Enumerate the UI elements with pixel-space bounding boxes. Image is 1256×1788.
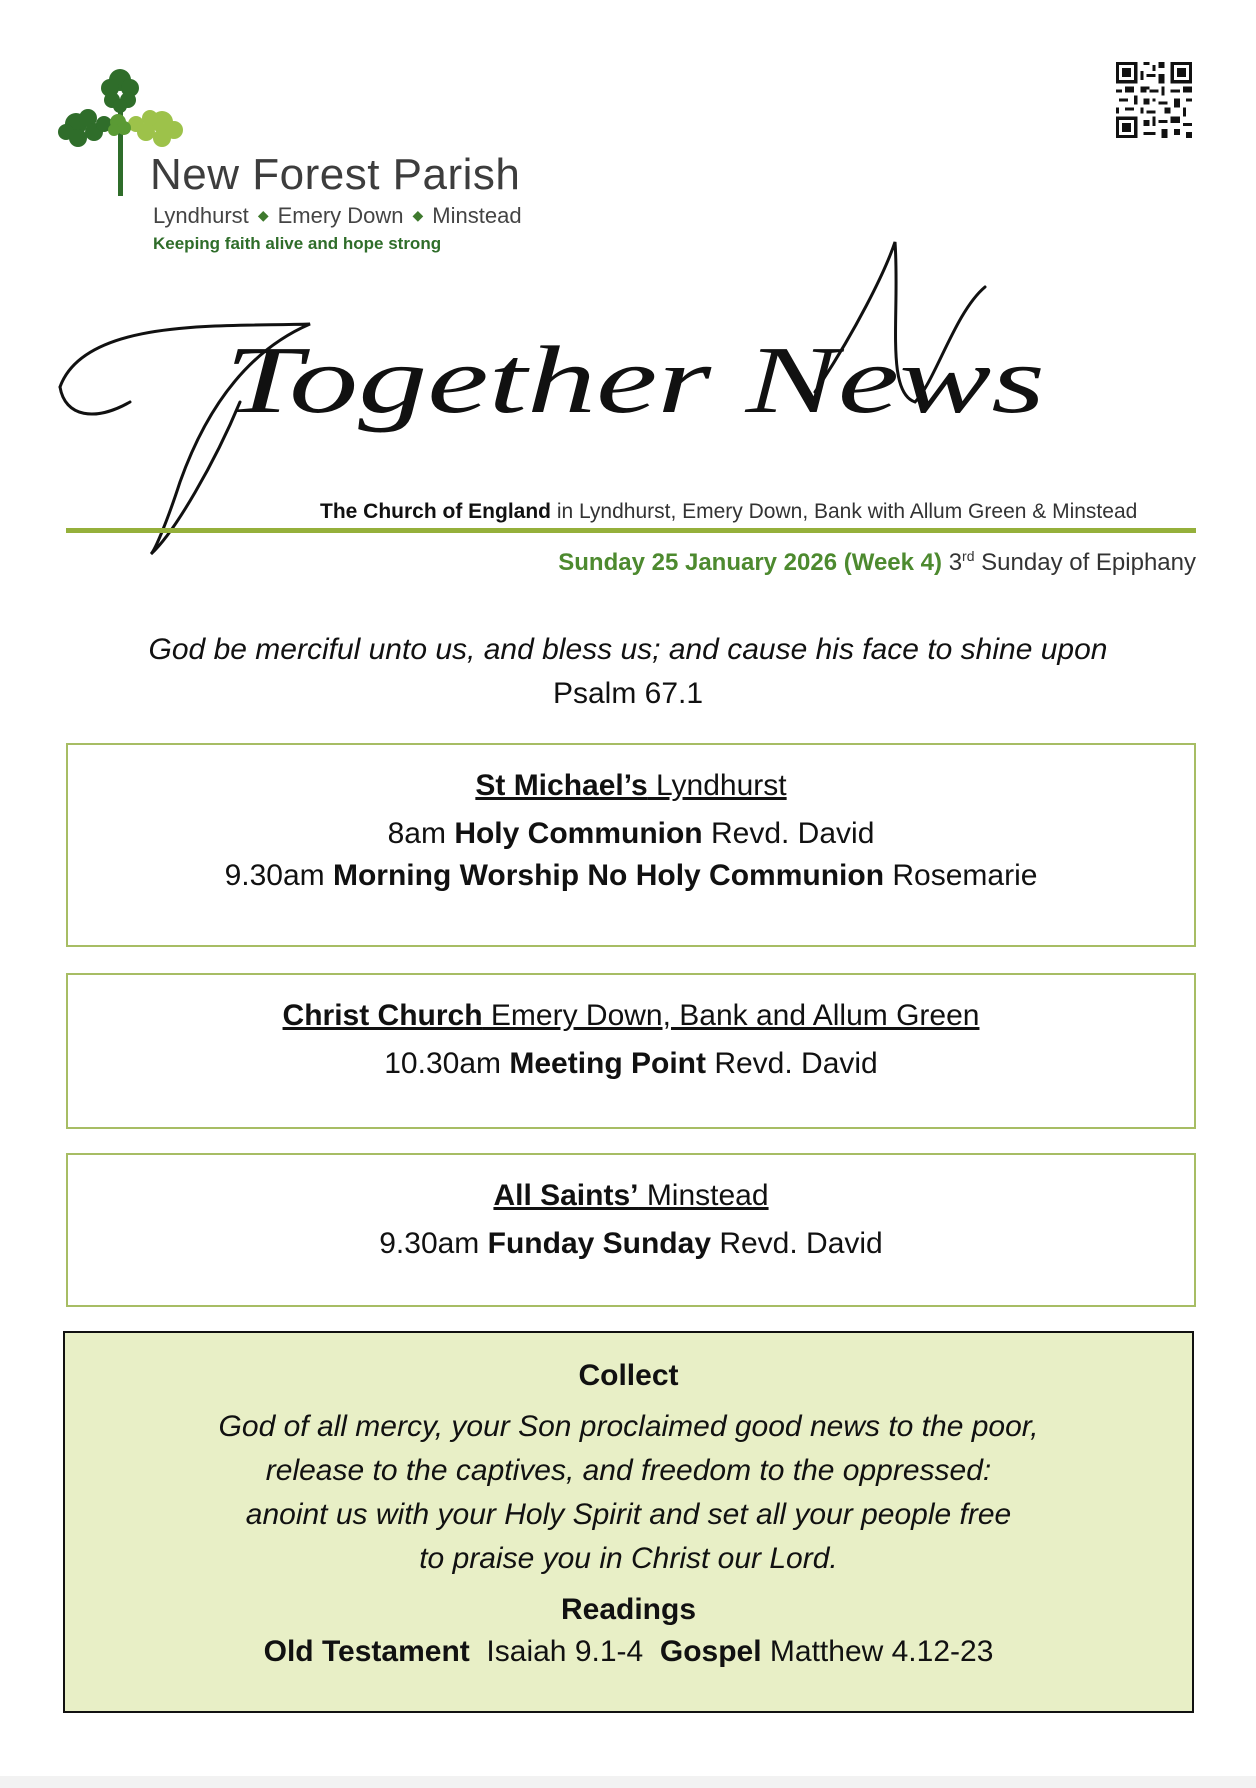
readings-heading: Readings (560, 1593, 697, 1626)
service-name: Morning Worship No Holy Communion (332, 859, 885, 892)
service-time: 9.30am (224, 859, 333, 892)
ot-reference: Isaiah 9.1-4 (469, 1635, 660, 1668)
parish-name: New Forest Parish (150, 150, 521, 199)
verse-text: God be merciful unto us, and bless us; and cause his face to shine upon (148, 633, 1108, 666)
collect-heading: Collect (578, 1359, 679, 1392)
service-line (68, 1047, 1194, 1081)
service-box-st-michaels (66, 743, 1196, 947)
service-time: 9.30am (379, 1227, 488, 1260)
service-time: 8am (387, 817, 455, 850)
church-name: All Saints’ (493, 1179, 639, 1212)
page-bottom-strip (0, 1776, 1256, 1788)
place-emery-down: Emery Down (277, 203, 404, 228)
service-leader: Revd. David (702, 817, 875, 850)
service-leader: Rosemarie (884, 859, 1038, 892)
church-title (68, 769, 1194, 803)
service-box-all-saints (66, 1153, 1196, 1307)
service-line (68, 1227, 1194, 1261)
gospel-reference: Matthew 4.12-23 (761, 1635, 994, 1668)
prayer-line: God of all mercy, your Son proclaimed good news to the poor, (218, 1410, 1039, 1443)
prayer-line: to praise you in Christ our Lord. (419, 1542, 838, 1575)
ot-label: Old Testament (263, 1635, 470, 1668)
masthead-subtitle (320, 500, 1137, 524)
dateline (558, 548, 1196, 577)
church-location: Minstead (638, 1179, 769, 1212)
place-lyndhurst: Lyndhurst (153, 203, 249, 228)
occasion-name: Sunday of Epiphany (974, 549, 1196, 576)
verse-reference: Psalm 67.1 (552, 677, 704, 710)
masthead-title: Together News (225, 326, 1045, 433)
masthead-rule (66, 528, 1196, 533)
service-leader: Revd. David (711, 1227, 883, 1260)
service-date: Sunday 25 January 2026 (Week 4) (558, 549, 943, 576)
church-name: Christ Church (282, 999, 483, 1032)
parish-places (153, 203, 522, 229)
parish-tagline: Keeping faith alive and hope strong (153, 234, 442, 253)
diamond-icon: ◆ (412, 207, 424, 223)
scripture-verse (60, 633, 1196, 711)
readings-line (65, 1635, 1192, 1669)
service-name: Holy Communion (454, 817, 703, 850)
church-title (68, 1179, 1194, 1213)
service-line (68, 859, 1194, 893)
church-title (68, 999, 1194, 1033)
collect-prayer (65, 1405, 1192, 1581)
service-name: Funday Sunday (487, 1227, 711, 1260)
gospel-label: Gospel (659, 1635, 762, 1668)
service-leader: Revd. David (706, 1047, 878, 1080)
subtitle-church: The Church of England (320, 500, 551, 523)
church-location: Emery Down, Bank and Allum Green (482, 999, 980, 1032)
qr-code-icon[interactable] (1116, 62, 1192, 138)
occasion-ordinal: 3 (948, 549, 963, 576)
church-name: St Michael’s (475, 769, 648, 802)
diamond-icon: ◆ (257, 207, 269, 223)
subtitle-places: in Lyndhurst, Emery Down, Bank with Allum Green & Minstead (551, 500, 1138, 523)
service-time: 10.30am (384, 1047, 510, 1080)
occasion-ordinal-suffix: rd (962, 548, 975, 564)
place-minstead: Minstead (432, 203, 522, 228)
service-name: Meeting Point (509, 1047, 706, 1080)
prayer-line: release to the captives, and freedom to the oppressed: (265, 1454, 992, 1487)
collect-box (63, 1331, 1194, 1713)
prayer-line: anoint us with your Holy Spirit and set all your people free (245, 1498, 1012, 1531)
liturgical-occasion (949, 549, 1196, 576)
church-location: Lyndhurst (647, 769, 787, 802)
service-box-christ-church (66, 973, 1196, 1129)
service-line (68, 817, 1194, 851)
